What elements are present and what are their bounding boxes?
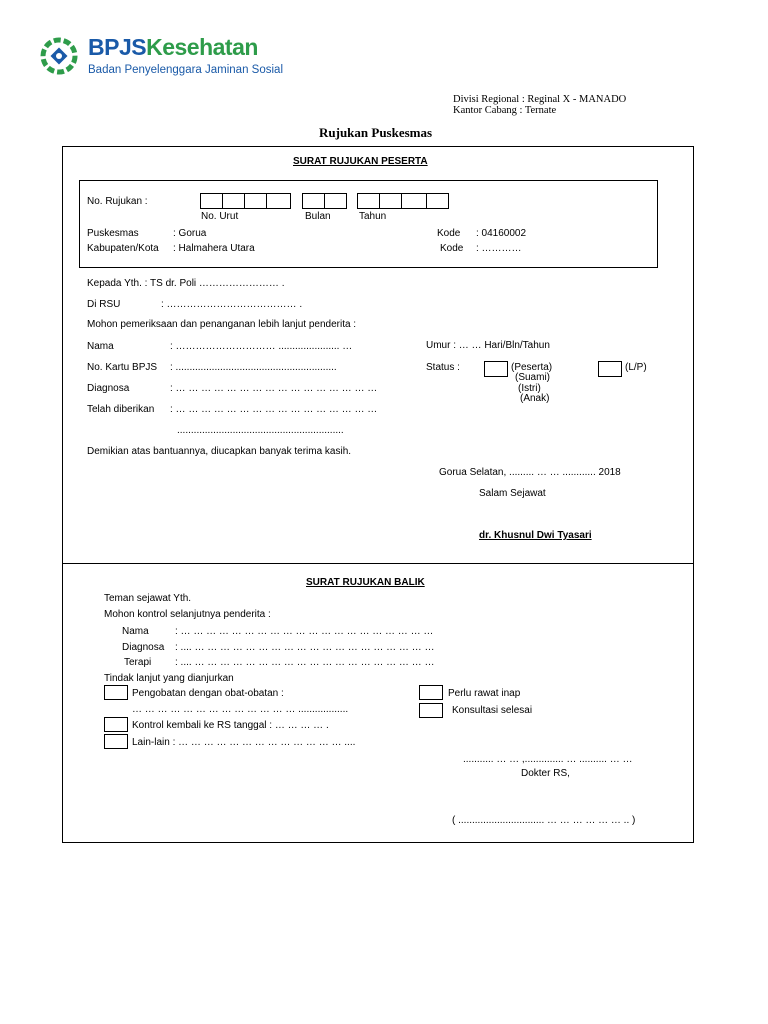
salam-text: Salam Sejawat [479, 488, 546, 499]
balik-terapi-value: : .... … … … … … … … … … … … … … … … … … … … [175, 657, 435, 668]
rujukan-balik-box [62, 563, 694, 843]
status-label: Status : [426, 362, 460, 373]
digit-box[interactable] [302, 193, 325, 209]
kontrol-checkbox[interactable] [104, 717, 128, 732]
mohon-text: Mohon pemeriksaan dan penanganan lebih lanjut penderita : [87, 319, 357, 330]
kode-label: Kode [437, 228, 461, 239]
kartu-label: No. Kartu BPJS [87, 362, 158, 373]
digit-box[interactable] [222, 193, 245, 209]
division-text: Divisi Regional : Reginal X - MANADO [453, 94, 627, 105]
teman-text: Teman sejawat Yth. [104, 593, 192, 604]
telah-value-2: ............................................................ [177, 425, 344, 436]
balik-diagnosa-value: : .... … … … … … … … … … … … … … … … … … … … [175, 642, 435, 653]
nama-value: : ………………………… ...................... … [170, 341, 353, 352]
status-istri: (Istri) [518, 383, 541, 394]
tahun-label: Tahun [359, 211, 387, 222]
digit-box[interactable] [379, 193, 402, 209]
demikian-text: Demikian atas bantuannya, diucapkan banyak terima kasih. [87, 446, 352, 457]
di-rsu-label: Di RSU [87, 299, 121, 310]
diagnosa-value: : … … … … … … … … … … … … … … … … [170, 383, 378, 394]
balik-section-title: SURAT RUJUKAN BALIK [306, 577, 425, 588]
status-peserta: (Peserta) [511, 362, 553, 373]
konsultasi-checkbox[interactable] [419, 703, 443, 718]
gender-checkbox[interactable] [598, 361, 622, 377]
rujukan-section-title: SURAT RUJUKAN PESERTA [293, 156, 428, 167]
lp-label: (L/P) [625, 362, 647, 373]
rawat-inap-checkbox[interactable] [419, 685, 443, 700]
kode-label-2: Kode [440, 243, 464, 254]
kabupaten-label: Kabupaten/Kota [87, 243, 159, 254]
balik-date-line: ........... … … ,.............. … .......... … … [463, 754, 633, 765]
dokter-signature: ( ............................... … … … … … … .. ) [452, 815, 636, 826]
umur-text: Umur : … … Hari/Bln/Tahun [426, 340, 550, 351]
telah-label: Telah diberikan [87, 404, 155, 415]
logo-main: BPJS [88, 34, 147, 60]
status-checkbox[interactable] [484, 361, 508, 377]
digit-box[interactable] [401, 193, 427, 209]
digit-box[interactable] [426, 193, 449, 209]
telah-value: : … … … … … … … … … … … … … … … … [170, 404, 378, 415]
kabupaten-value: : Halmahera Utara [173, 243, 255, 254]
digit-box[interactable] [200, 193, 223, 209]
lain-lain-checkbox[interactable] [104, 734, 128, 749]
place-date: Gorua Selatan, ......... … … ............ 2018 [439, 467, 621, 478]
kontrol-label: Kontrol kembali ke RS tanggal : … … … … . [132, 720, 329, 731]
balik-diagnosa-label: Diagnosa [122, 642, 165, 653]
logo-accent: Kesehatan [146, 34, 258, 60]
digit-box[interactable] [357, 193, 380, 209]
rawat-inap-label: Perlu rawat inap [448, 688, 521, 699]
balik-nama-value: : … … … … … … … … … … … … … … … … … … … … [175, 626, 434, 637]
bulan-label: Bulan [305, 211, 331, 222]
tindak-text: Tindak lanjut yang dianjurkan [104, 673, 234, 684]
puskesmas-value: : Gorua [173, 228, 207, 239]
di-rsu-value: : ………………………………… . [161, 299, 303, 310]
status-suami: (Suami) [515, 372, 551, 383]
pengobatan-dots: … … … … … … … … … … … … … .................. [132, 704, 349, 715]
pengobatan-label: Pengobatan dengan obat-obatan : [132, 688, 284, 699]
doctor-name: dr. Khusnul Dwi Tyasari [479, 530, 592, 541]
kartu-value: : .......................................................... [170, 362, 337, 373]
branch-text: Kantor Cabang : Ternate [453, 105, 557, 116]
digit-box[interactable] [244, 193, 267, 209]
logo-subtitle: Badan Penyelenggara Jaminan Sosial [88, 64, 283, 76]
nama-label: Nama [87, 341, 114, 352]
no-rujukan-label: No. Rujukan : [87, 196, 148, 207]
bpjs-logo [40, 37, 78, 75]
lain-lain-label: Lain-lain : … … … … … … … … … … … … … .... [132, 737, 356, 748]
no-urut-label: No. Urut [201, 211, 239, 222]
digit-box[interactable] [324, 193, 347, 209]
dokter-rs-label: Dokter RS, [521, 768, 570, 779]
kepada-text: Kepada Yth. : TS dr. Poli …………………… . [87, 278, 285, 289]
diagnosa-label: Diagnosa [87, 383, 130, 394]
page-title: Rujukan Puskesmas [319, 125, 433, 140]
kode-value: : 04160002 [476, 228, 527, 239]
mohon-kontrol-text: Mohon kontrol selanjutnya penderita : [104, 609, 271, 620]
balik-nama-label: Nama [122, 626, 149, 637]
balik-terapi-label: Terapi [124, 657, 152, 668]
puskesmas-label: Puskesmas [87, 228, 139, 239]
kode-value-2: : ………… [476, 243, 522, 254]
konsultasi-label: Konsultasi selesai [452, 705, 533, 716]
pengobatan-checkbox[interactable] [104, 685, 128, 700]
logo-text [88, 34, 283, 76]
bpjs-logo-icon [40, 37, 78, 75]
digit-box[interactable] [266, 193, 291, 209]
status-anak: (Anak) [520, 393, 550, 404]
